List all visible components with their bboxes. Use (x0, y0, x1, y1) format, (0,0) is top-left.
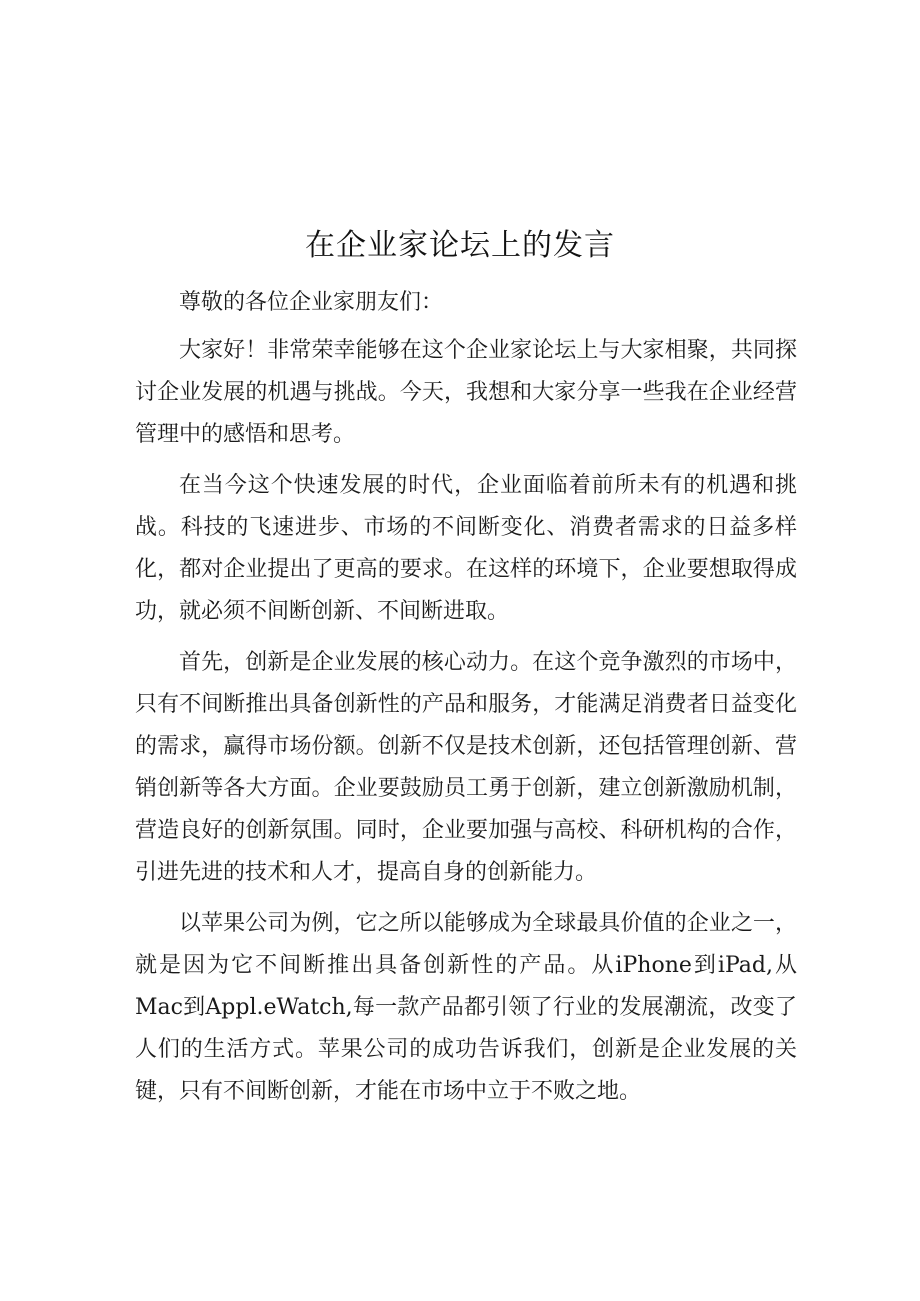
paragraph-era: 在当今这个快速发展的时代，企业面临着前所未有的机遇和挑战。科技的飞速进步、市场的不间断变化、消费者需求的日益多样化，都对企业提出了更高的要求。在这样的环境下，企业要想取得成功，就必须不间断创新、不间断进取。 (135, 473, 797, 624)
paragraph-apple-example: 以苹果公司为例，它之所以能够成为全球最具价值的企业之一，就是因为它不间断推出具备创新性的产品。从iPhone到iPad,从Mac到Appl.eWatch,每一款产品都引领了行业的发展潮流，改变了人们的生活方式。苹果公司的成功告诉我们，创新是企业发展的关键，只有不间断创新，才能在市场中立于不败之地。 (135, 911, 797, 1104)
paragraph-innovation: 首先，创新是企业发展的核心动力。在这个竞争激烈的市场中，只有不间断推出具备创新性的产品和服务，才能满足消费者日益变化的需求，赢得市场份额。创新不仅是技术创新，还包括管理创新、营销创新等各大方面。企业要鼓励员工勇于创新，建立创新激励机制，营造良好的创新氛围。同时，企业要加强与高校、科研机构的合作，引进先进的技术和人才，提高自身的创新能力。 (135, 650, 797, 885)
paragraph-greeting: 大家好！非常荣幸能够在这个企业家论坛上与大家相聚，共同探讨企业发展的机遇与挑战。今天，我想和大家分享一些我在企业经营管理中的感悟和思考。 (135, 338, 797, 447)
document-title: 在企业家论坛上的发言 (305, 228, 615, 263)
salutation: 尊敬的各位企业家朋友们： (179, 290, 444, 315)
document-body (135, 282, 797, 1122)
